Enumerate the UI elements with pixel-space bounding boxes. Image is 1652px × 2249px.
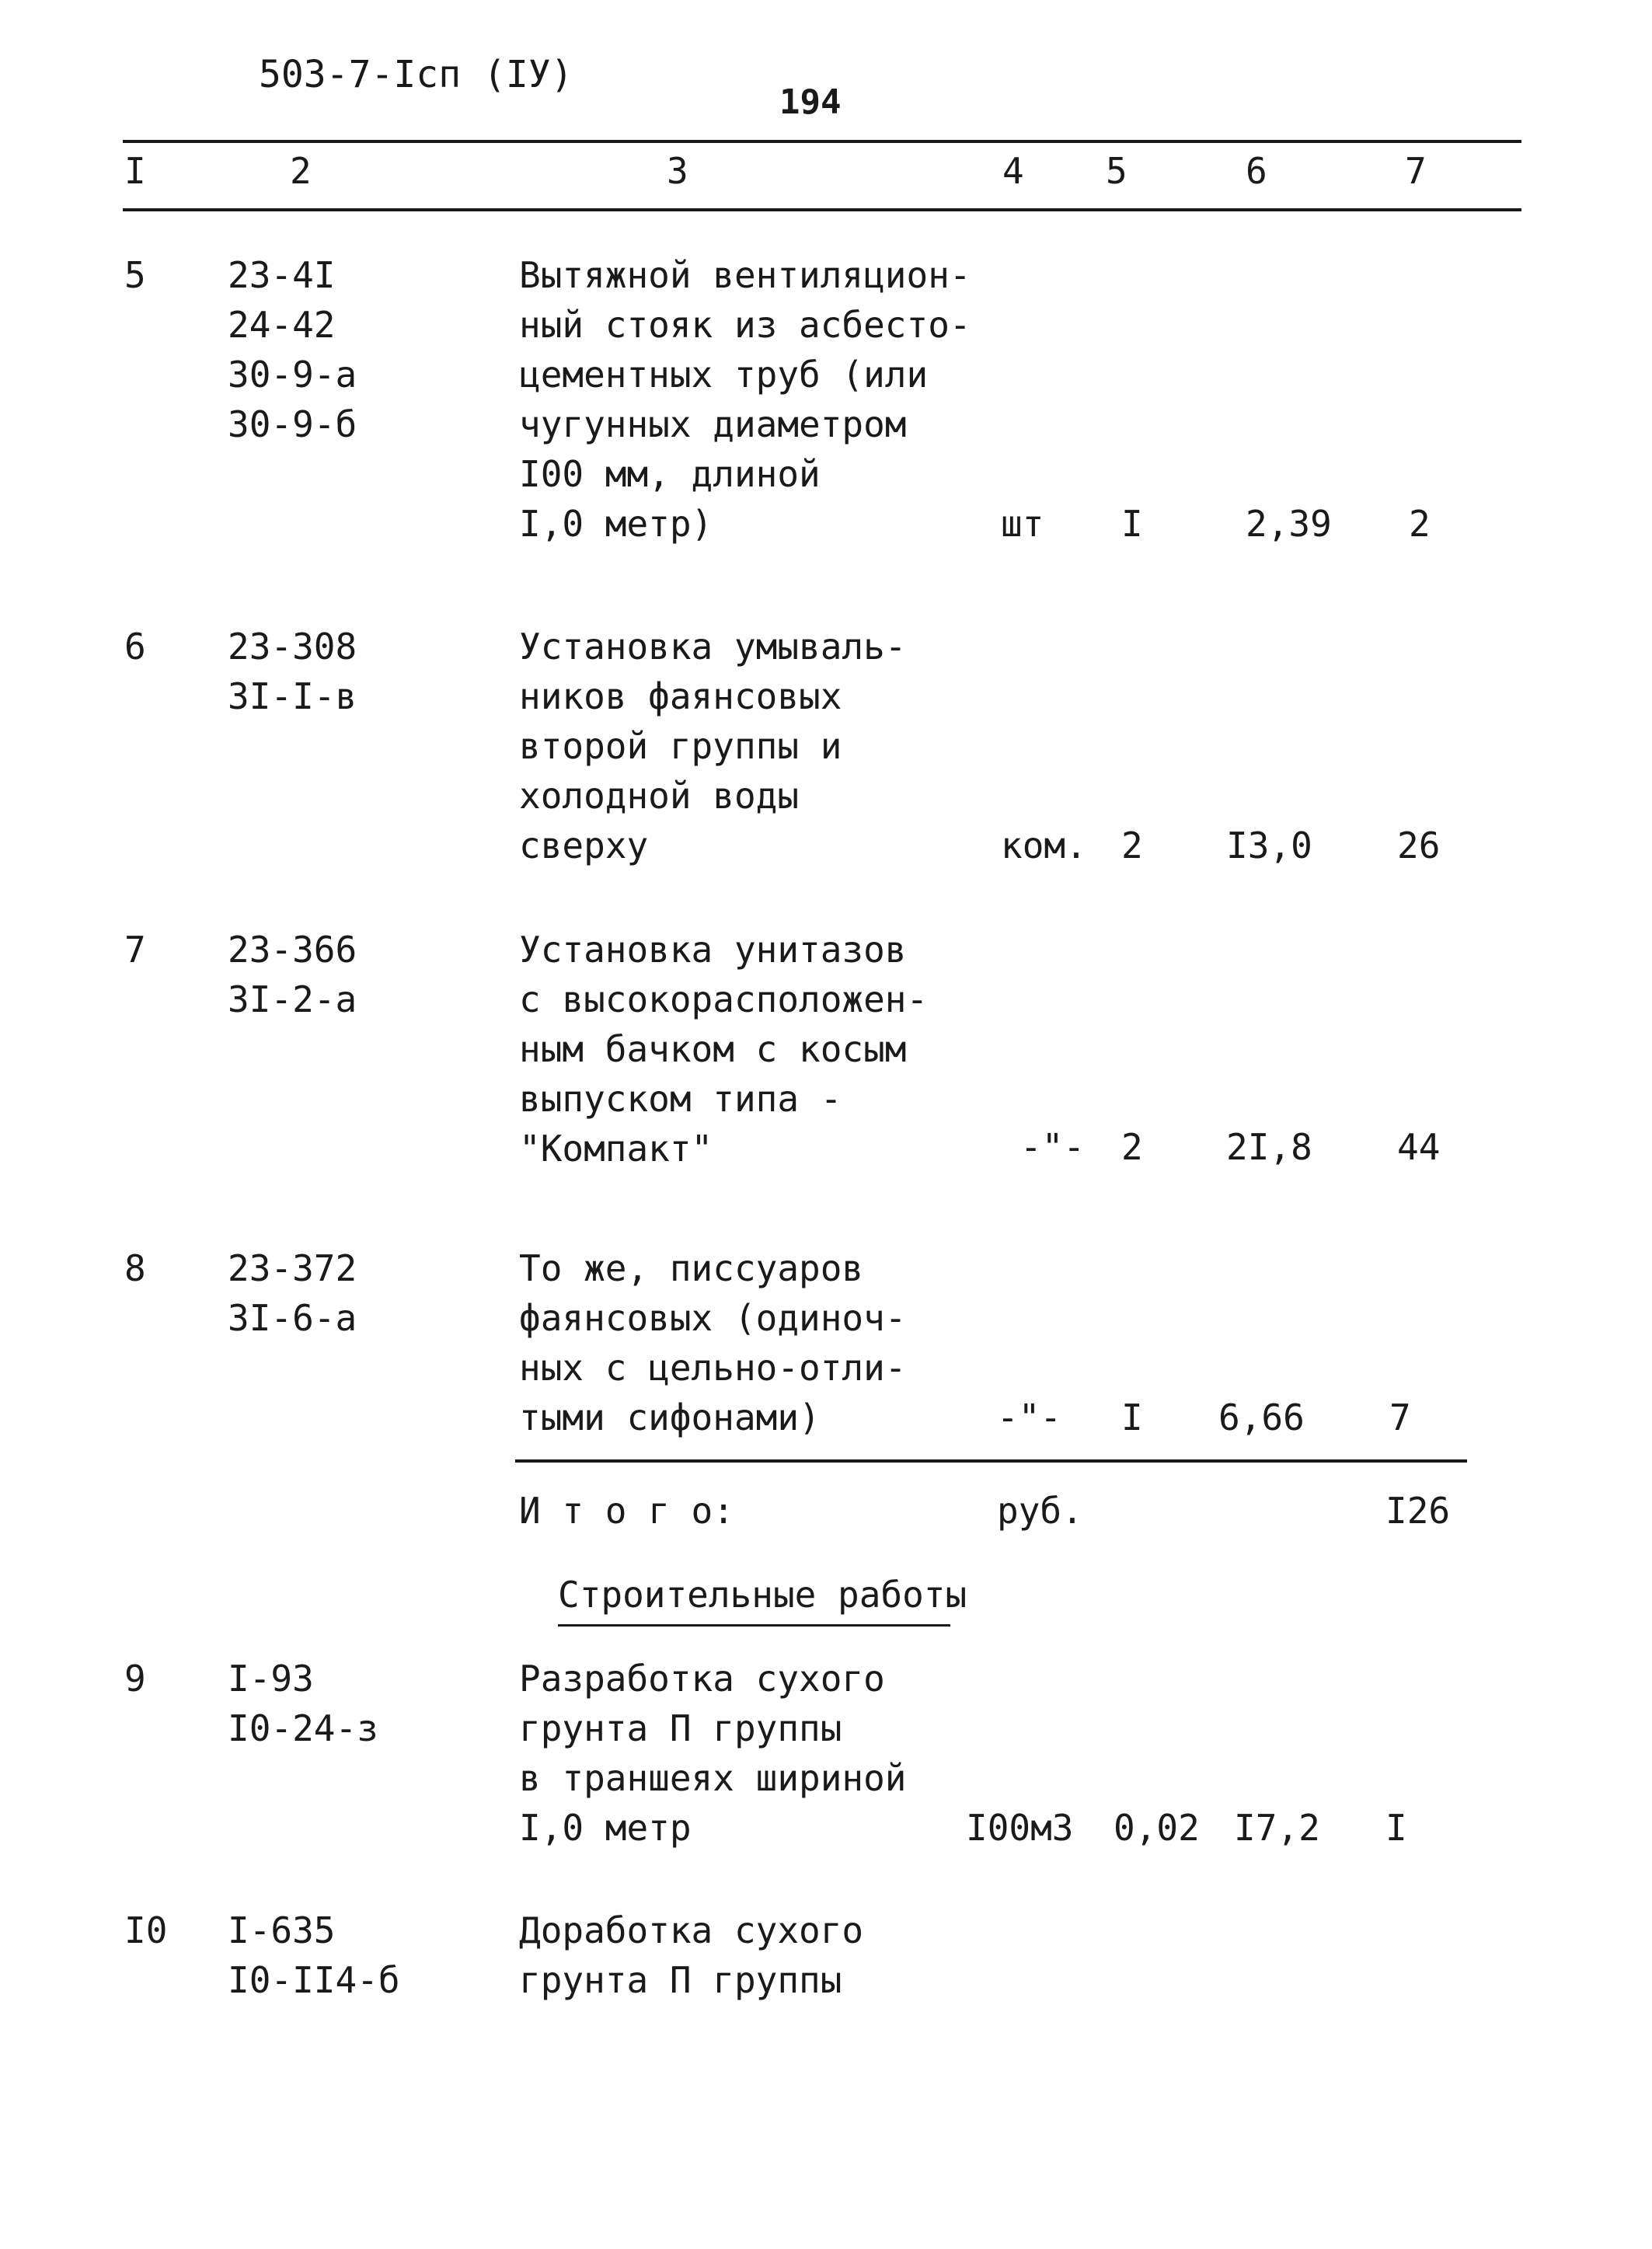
- description-line: холодной воды: [519, 775, 800, 817]
- section-title-underline: [558, 1624, 950, 1627]
- row-description: [519, 925, 928, 1173]
- row-total: 26: [1397, 825, 1441, 866]
- description-line: I,0 метр: [519, 1807, 692, 1849]
- row-number: 8: [124, 1247, 146, 1289]
- row-codes: [228, 1243, 357, 1343]
- row-description: [519, 1906, 863, 2005]
- section-title: Строительные работы: [558, 1574, 967, 1616]
- header-bottom-rule: [123, 208, 1521, 211]
- row-description: [519, 250, 971, 549]
- row-description: [519, 622, 907, 870]
- code-line: I0-II4-б: [228, 1959, 400, 2001]
- code-line: 3I-2-а: [228, 978, 357, 1020]
- column-header-5: 5: [1106, 150, 1127, 192]
- row-unit: шт: [1001, 503, 1044, 545]
- row-codes: [228, 1906, 400, 2005]
- row-codes: [228, 250, 357, 449]
- description-line: второй группы и: [519, 725, 842, 767]
- row-number: 6: [124, 626, 146, 668]
- description-line: Вытяжной вентиляцион-: [519, 254, 971, 296]
- row-codes: [228, 925, 357, 1024]
- document-code: 503-7-Iсп (IУ): [259, 53, 573, 96]
- column-header-3: 3: [667, 150, 688, 192]
- code-line: 24-42: [228, 304, 336, 346]
- description-line: ным бачком с косым: [519, 1028, 907, 1070]
- description-line: чугунных диаметром: [519, 403, 907, 445]
- row-number: 5: [124, 254, 146, 296]
- description-line: сверху: [519, 825, 649, 866]
- row-price: 6,66: [1218, 1396, 1305, 1438]
- description-line: выпуском типа -: [519, 1078, 842, 1120]
- row-quantity: I: [1121, 1396, 1143, 1438]
- subtotal-label: И т о г о:: [519, 1490, 734, 1532]
- description-line: ников фаянсовых: [519, 675, 842, 717]
- row-total: I: [1385, 1807, 1407, 1849]
- row-total: 2: [1409, 503, 1431, 545]
- description-line: ный стояк из асбесто-: [519, 304, 971, 346]
- description-line: с высокорасположен-: [519, 978, 929, 1020]
- description-line: в траншеях шириной: [519, 1757, 907, 1799]
- subtotal-unit: руб.: [997, 1490, 1083, 1532]
- description-line: тыми сифонами): [519, 1396, 821, 1438]
- description-line: Разработка сухого: [519, 1658, 885, 1700]
- row-price: 2,39: [1246, 503, 1332, 545]
- subtotal-total: I26: [1385, 1490, 1451, 1532]
- row-codes: [228, 1654, 378, 1753]
- row-price: 2I,8: [1226, 1126, 1312, 1168]
- description-line: ных с цельно-отли-: [519, 1347, 907, 1389]
- description-line: I,0 метр): [519, 503, 713, 545]
- column-header-1: I: [124, 150, 146, 192]
- code-line: 30-9-а: [228, 354, 357, 396]
- description-line: грунта П группы: [519, 1959, 842, 2001]
- code-line: 23-308: [228, 626, 357, 668]
- row-unit: -"-: [997, 1396, 1062, 1438]
- code-line: I-635: [228, 1909, 336, 1951]
- row-number: 7: [124, 929, 146, 971]
- row-number: I0: [124, 1909, 168, 1951]
- header-top-rule: [123, 140, 1521, 143]
- subtotal-rule: [515, 1459, 1467, 1463]
- description-line: "Компакт": [519, 1128, 713, 1170]
- code-line: I0-24-з: [228, 1707, 378, 1749]
- description-line: фаянсовых (одиноч-: [519, 1297, 907, 1339]
- column-header-2: 2: [290, 150, 312, 192]
- row-quantity: 2: [1121, 825, 1143, 866]
- row-quantity: 2: [1121, 1126, 1143, 1168]
- code-line: 23-4I: [228, 254, 336, 296]
- column-header-7: 7: [1405, 150, 1427, 192]
- column-header-4: 4: [1002, 150, 1024, 192]
- description-line: грунта П группы: [519, 1707, 842, 1749]
- row-price: I7,2: [1234, 1807, 1320, 1849]
- row-unit: I00м3: [966, 1807, 1074, 1849]
- row-description: [519, 1243, 907, 1442]
- description-line: Доработка сухого: [519, 1909, 864, 1951]
- row-quantity: I: [1121, 503, 1143, 545]
- row-total: 7: [1389, 1396, 1411, 1438]
- description-line: Установка унитазов: [519, 929, 907, 971]
- row-description: [519, 1654, 907, 1853]
- row-number: 9: [124, 1658, 146, 1700]
- code-line: I-93: [228, 1658, 314, 1700]
- row-total: 44: [1397, 1126, 1441, 1168]
- code-line: 23-372: [228, 1247, 357, 1289]
- code-line: 23-366: [228, 929, 357, 971]
- page-number: 194: [779, 82, 842, 122]
- row-unit: ком.: [1001, 825, 1087, 866]
- code-line: 3I-I-в: [228, 675, 357, 717]
- row-price: I3,0: [1226, 825, 1312, 866]
- code-line: 3I-6-а: [228, 1297, 357, 1339]
- description-line: Установка умываль-: [519, 626, 907, 668]
- description-line: I00 мм, длиной: [519, 453, 821, 495]
- column-header-6: 6: [1246, 150, 1267, 192]
- row-codes: [228, 622, 357, 721]
- description-line: То же, писсуаров: [519, 1247, 864, 1289]
- code-line: 30-9-б: [228, 403, 357, 445]
- row-unit: -"-: [1020, 1126, 1086, 1168]
- description-line: цементных труб (или: [519, 354, 929, 396]
- row-quantity: 0,02: [1114, 1807, 1200, 1849]
